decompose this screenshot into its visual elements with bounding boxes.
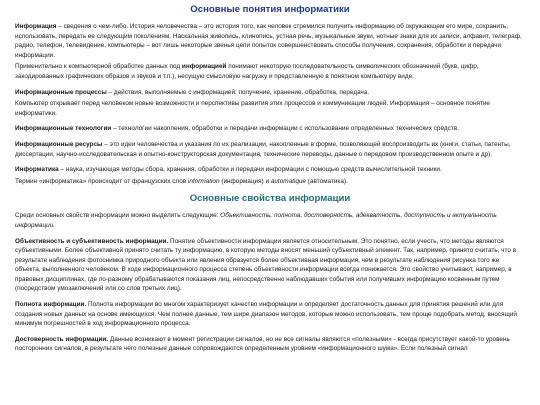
paragraph-text: Термин «информатика» происходит от французских слов (15, 177, 188, 185)
term-technologies: Информационные технологии (15, 125, 112, 133)
definition-information-computer-paragraph (15, 62, 525, 81)
definition-technologies-paragraph (15, 124, 525, 134)
term-reliability: Достоверность информации. (15, 335, 109, 343)
property-completeness-paragraph (15, 300, 525, 329)
section-title-properties: Основные свойства информации (189, 193, 351, 205)
property-reliability-paragraph (15, 335, 525, 354)
property-objectivity-paragraph (15, 237, 525, 295)
section-title-basic-concepts: Основные понятия информатики (190, 4, 350, 15)
paragraph-text: Среди основных свойств информации можно выделить следующие: (15, 212, 221, 220)
definition-resources (15, 140, 525, 159)
paragraph-text: (информация) и (219, 177, 271, 185)
definition-informatics-etymology (15, 177, 525, 187)
paragraph-text: Применительно к компьютерной обработке данных под (15, 63, 182, 71)
definition-informatics-text: – наука, изучающая методы сбора, хранения, обработки и передачи информации с помощью средств вычислительной техники. (58, 166, 442, 174)
definition-information (15, 22, 525, 82)
definition-resources-paragraph (15, 140, 525, 159)
definition-processes-text: – действия, выполняемые с информацией: получение, хранение, обработка, передача. (106, 88, 370, 96)
paragraph-text: понимают некоторую последовательность символических обозначений (букв, цифр, закодированных графических образов и звуков и т.п.), несущую смысловую нагрузку и представленную в понятном компьютеру виде. (15, 63, 479, 80)
term-information: Информация (15, 23, 57, 30)
property-objectivity-text: Понятие объективности информации является относительным. Это понятно, если учесть, что методы являются субъективными. Более объективной принято считать ту информацию, в которую методы вносят меньший субъективный элемент. Так, например, принято считать, что в результате наблюдения фотоснимка природного объекта или явления образуется более объективная информация, чем в результате наблюдения рисунка того же объекта, выполненного человеком. В ходе информационного процесса степень объективности информации всегда понижается. Это свойство учитывают, например, в правовых дисциплинах, где по-разному обрабатываются показания лиц, непосредственно наблюдавших события или получивших информацию косвенным путем (посредством умозаключений или со слов третьих лиц). (15, 237, 517, 293)
word-automatique: automatique (270, 177, 306, 185)
word-information: information (187, 177, 220, 185)
term-resources: Информационные ресурсы (15, 140, 103, 148)
definition-processes-note: Компьютер открывает перед человеком новые возможности и перспективы развития этих процессов и коммуникации людей. Информация – основное понятие информатики. (15, 100, 490, 117)
definition-technologies-text: – технологии накопления, обработки и передачи информации с использование определенных технических средств. (111, 125, 459, 133)
term-informatics: Информатика (15, 166, 59, 174)
definition-informatics (15, 165, 525, 186)
property-objectivity (15, 237, 525, 295)
properties-intro (15, 211, 525, 230)
term-completeness: Полнота информации. (15, 301, 87, 309)
property-reliability-text: Данные возникают в момент регистрации сигналов, но не все сигналы являются «полезными» - всегда присутствует какой-то уровень посторонних сигналов, в результате чего полезные данные сопровождаются определенным уровнем «информационного шума». Если полезный сигнал (15, 335, 510, 353)
paragraph-text: (автоматика). (306, 177, 348, 185)
definition-technologies (15, 124, 525, 134)
term-processes: Информационные процессы (15, 88, 107, 96)
properties-list: Объективность, полнота, достоверность, адекватность, доступность и актуальность информации. (15, 212, 497, 229)
properties-intro-paragraph (15, 211, 525, 230)
property-reliability (15, 335, 525, 354)
property-completeness (15, 300, 525, 329)
term-information-inline: информацией (181, 63, 227, 71)
term-objectivity: Объективность и субъективность информации. (15, 237, 169, 245)
property-completeness-text: Полнота информации во многом характеризует качество информации и определяет достаточность данных для принятия решений или для создания новых данных на основе имеющихся. Чем полнее данные, тем шире диапазон методов, которые можно использовать, тем проще подобрать метод, вносящий минимум погрешностей в ход информационного процесса. (15, 301, 517, 328)
definition-information-paragraph (15, 22, 525, 60)
definition-processes (15, 88, 525, 119)
definition-informatics-paragraph (15, 165, 525, 175)
definition-processes-paragraph (15, 88, 525, 98)
definition-resources-text: – это идеи человечества и указания по их реализации, накопленные в форме, позволяющей воспроизводить их (книги, статьи, патенты, диссертации, научно-исследовательская и опытно-конструкторская документация, технические переводы, данные о передовом производственном опыте и др). (15, 140, 511, 158)
definition-information-text: – сведения о чем-либо. История человечества – это история того, как человек стремился получить информацию об окружающем его мире, сохранить, использовать, передать ее следующим поколениям. Наскальная живопись, клинопись, устная речь, музыкальные звуки, нотные знаки для их записи, алфавит, телеграф, радио, телефон, телевидение, компьютеры – вот лишь некоторые звенья цепи попыток совершенствовать способы получения, сохранения, обработки и передачи информации. (15, 23, 522, 59)
